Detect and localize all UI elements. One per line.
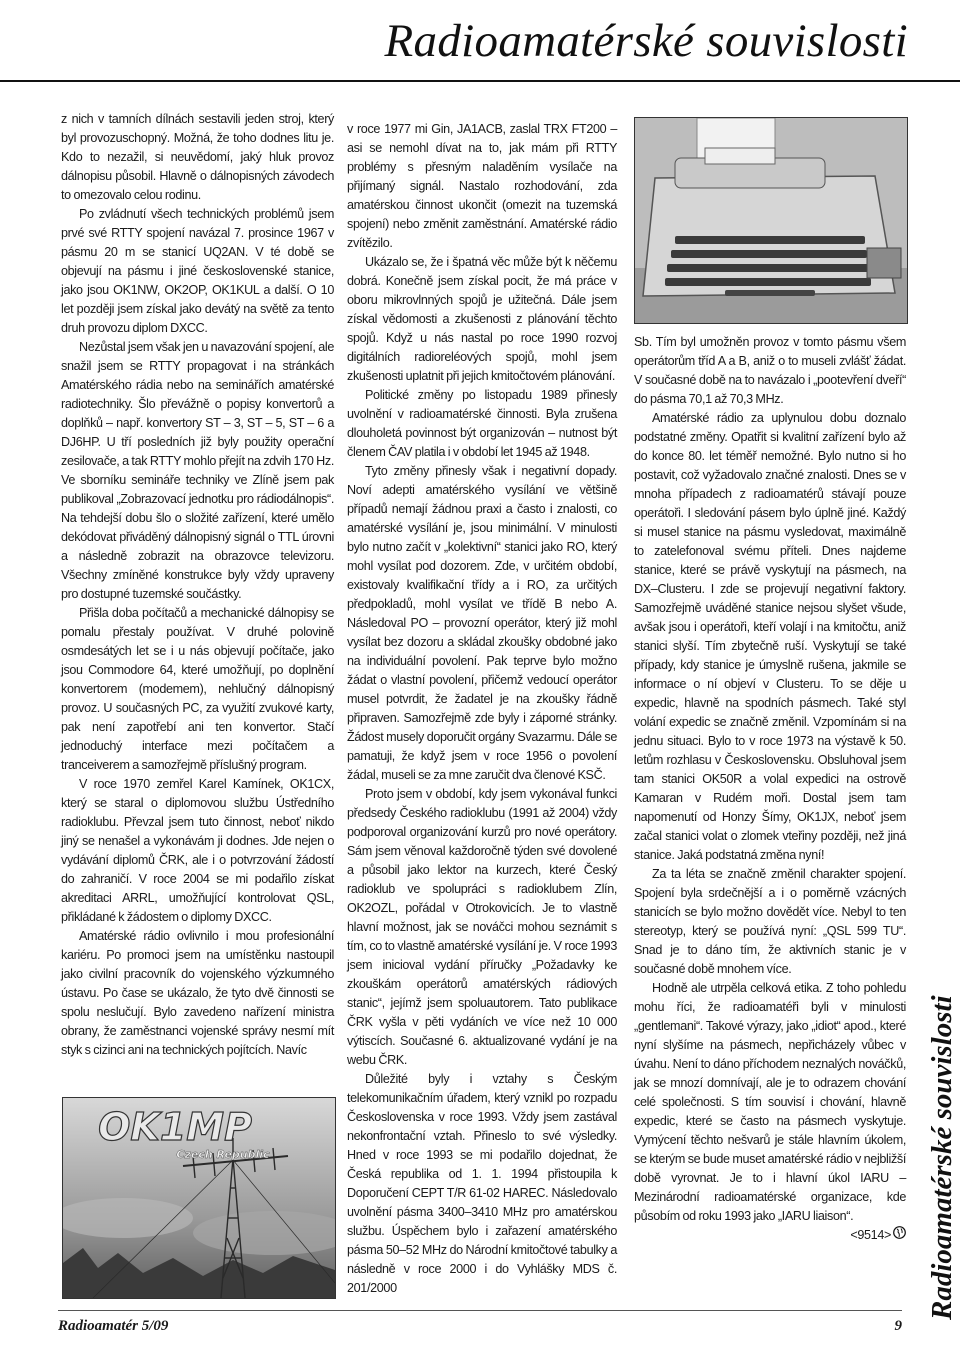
magazine-issue: Radioamatér 5/09 (58, 1318, 169, 1334)
paragraph: Proto jsem v období, kdy jsem vykonával funkci předsedy Českého radioklubu (1991 až 2004) vždy podporoval organizování kurzů pro nové operátory. Sám jsem věnoval každoročně týden své dovolené a působil jako lektor na kurzech, které Český radioklub ve spolupráci s radioklubem Zlín, OK2OZL, pořádal v Otrokovicích. Je to vlastně hlavní možnost, jak se nováčci mohou seznámit s tím, co to vlastně amatérské vysílání je. V roce 1993 jsem inicioval vydání příručky „Požadavky ke zkouškám operátorů amatérských rádiových stanic“, jejímž jsem spoluautorem. Tato publikace ČRK vyšla v pěti vydáních ve více než 10 000 výtiscích. Současné 6. aktualizované vydání je na webu ČRK. (347, 787, 617, 1067)
signature-code: <9514> (850, 1228, 891, 1242)
article-column-1 (61, 110, 334, 1060)
paragraph: Za ta léta se značně změnil charakter spojení. Spojení byla srdečnější a i o poměrně vzácných stanicích se bylo možno dovědět více. Nebyl to ten stereotyp, který se používá nyní: „QSL 599 TU“. Snad je to dáno tím, že aktivních stanic je v současné době mnohem více. (634, 867, 906, 976)
page-header-title: Radioamatérské souvislosti (384, 15, 908, 67)
paragraph: Sb. Tím byl umožněn provoz v tomto pásmu všem operátorům tříd A a B, aniž o to museli zvlášť žádat. V současné době na to navázalo i „pootevření dveří“ do pásma 70,1 až 70,3 MHz. (634, 335, 906, 406)
paragraph: v roce 1977 mi Gin, JA1ACB, zaslal TRX FT200 – asi se nemohl dívat na to, jak mám při RTTY problémy s přesným naladěním vysílače na přijímaný signál. Nastalo rozhodování, zda amatérskou činnost ukončit (omezit na tuzemská spojení) nebo změnit zaměstnání. Amatérské rádio zvítězilo. (347, 122, 617, 250)
side-section-title: Radioamatérské souvislosti (926, 995, 958, 1320)
paragraph: Amatérské rádio za uplynulou dobu doznalo podstatné změny. Opatřit si kvalitní zařízení bylo až do konce 80. let téměř nemožné. Bylo nutno si ho postavit, což vyžadovalo značné znalosti. Dnes se v mnoha případech z radioamatérů stávají pouze operátoři. I sledování pásem bylo úplně jiné. Každý si musel stanice na pásmu vysledovat, maximálně to zatelefonoval svému příteli. Dnes najdeme stanice, které se právě vyskytují na pásmech, na DX–Clusteru. I zde se projevují negativní faktory. Samozřejmě uváděné stanice nejsou slyšet všude, avšak jsou i operátoři, kteří volají i na kmitočtu, aniž stanici slyší. Tím zbytečně ruší. Vyskytují se také případy, kdy stanice je úmyslně rušena, jakmile se informace o ní objeví v Clusteru. To se děje u expedic, hlavně na spodních pásmech. Také styl volání expedic se značně změnil. Vzpomínám si na jednu situaci. Bylo to v roce 1973 na výstavě k 50. letům rozhlasu v Československu. Obsluhoval jsem tam stanici OK50R a volal expedici na ostrově Kamaran v Rudém moři. Dostal jsem tam napomenutí od Honzy Šímy, OK1JX, neboť jsem začal stanici volat o zlomek vteřiny později, než jiná stanice. Jaká podstatná změna nyní! (634, 411, 906, 862)
ok1mp-antenna-photo (62, 1097, 336, 1299)
globe-icon (893, 1226, 906, 1245)
paragraph: Přišla doba počítačů a mechanické dálnopisy se pomalu přestaly používat. V druhé polovině osmdesátých let se i u nás objevují počítače, jako jsou Commodore 64, které umožňují, po doplnění konvertorem (modemem), nehlučný dálnopisný provoz. U současných PC, za využití zvukové karty, pak není zapotřebí ani ten konvertor. Stačí jednoduchý interface mezi počítačem a tranceiverem a samozřejmě příslušný program. (61, 606, 334, 772)
paragraph: Tyto změny přinesly však i negativní dopady. Noví adepti amatérského vysílání ve většině případů nemají žádnou praxi a často i znalosti, co amatérské vysílání je, jsou minimální. V minulosti bylo nutno začít v „kolektivní“ stanici jako RO, který mohl vysílat pod dozorem. Zde, v určitém období, existovaly kvalifikační třídy a i RO, za určitých předpokladů, mohl vysílat ve třídě B nebo A. Následoval PO – provozní operátor, který již mohl vysílat bez dozoru a skládal zkoušky obdobné jako na individuální povolení. Pak teprve bylo možno žádat o vlastní povolení, přičemž vedoucí operátor musel potvrdit, že žadatel je na zkoušky řádně připraven. Samozřejmě zde byly i záporné stránky. Žádost musely doporučit orgány Svazarmu. Dále se pamatuji, že když jsem v roce 1956 o povolení žádal, museli se za mne zaručit dva členové KSČ. (347, 464, 617, 782)
paragraph: Hodně ale utrpěla celková etika. Z toho pohledu mohu říci, že radioamatéři byli v minulosti „gentlemani“. Takové výrazy, jako „idiot“ apod., které nyní slyšíme na pásmech, nepřicházely vůbec v úvahu. Není to dáno příchodem neznalých nováčků, jak se mnozí domnívají, ale je to odrazem chování celé společnosti. S tím souvisí i chování, hlavně expedic, které se často na pásmech vyskytuje. Vymýcení těchto nešvarů je stále hlavním úkolem, se kterým se bude muset amatérské rádio v nejbližší době vyrovnat. Je to i hlavní úkol IARU – Mezinárodní radioamatérské organizace, kde působím od roku 1993 jako „IARU liaison“. (634, 981, 906, 1223)
paragraph: Ukázalo se, že i špatná věc může být k něčemu dobrá. Konečně jsem získal pocit, že má práce v oboru mikrovlnných spojů je užitečná. Dále jsem získal vědomosti a zkušenosti z plánování těchto spojů. Když u nás nastal po roce 1990 rozvoj digitálních radioreléových spojů, mohl jsem zkušenosti uplatnit při jejich kmitočtovém plánování. (347, 255, 617, 383)
ok1mp-logo-text: OK1MP (98, 1105, 252, 1149)
teleprinter-photo (634, 117, 908, 324)
ok1mp-logo-subtext: Czech Republic (176, 1148, 270, 1161)
page-number: 9 (894, 1318, 902, 1334)
footer-rule (58, 1310, 902, 1311)
paragraph: Amatérské rádio ovlivnilo i mou profesionální kariéru. Po promoci jsem na umístěnku nastoupil jako civilní pracovník do vojenského výzkumného ústavu. Po čase se ukázalo, že tyto dvě činnosti se spolu neslučují. Bylo zavedeno nařízení ministra obrany, že zaměstnanci vojenské správy nesmí mít styk s cizinci ani na technických pojítcích. Navíc (61, 929, 334, 1057)
article-column-3 (634, 333, 906, 1245)
paragraph: Po zvládnutí všech technických problémů jsem prvé své RTTY spojení navázal 7. prosince 1967 v pásmu 20 m se stanicí UQ2AN. V té době se objevují na pásmu i jiné československé stanice, jako jsou OK1NW, OK2OP, OK1KUL a další. O 10 let později jsem získal jako devátý na světě za tento druh provozu diplom DXCC. (61, 207, 334, 335)
header-rule (0, 80, 960, 82)
paragraph: Nezůstal jsem však jen u navazování spojení, ale snažil jsem se RTTY propagovat i na stránkách Amatérského rádia nebo na seminářích amatérské radiotechniky. Šlo převážně o popisy konvertorů a doplňků – např. konvertory ST – 3, ST – 5, ST – 6 a DJ6HP. U tří posledních již byly použity operační zesilovače, a tak RTTY mohlo přejít na zdvih 170 Hz. Ve sborníku semináře techniky ve Zlíně jsem pak publikoval „Zobrazovací jednotku pro rádiodálnopis“. Na tehdejší dobu šlo o složité zařízení, které umělo dekódovat přiváděný dálnopisný signál o TTL úrovni a následně zobrazit na obrazovce televizoru. Všechny zmíněné konstrukce byly vždy upraveny pro dostupné tuzemské součástky. (61, 340, 334, 601)
paragraph: z nich v tamních dílnách sestavili jeden stroj, který byl provozuschopný. Možná, že toho dodnes litu je. Kdo to nezažil, si neuvědomí, jaký hluk provoz dálnopisu působil. Hlavně o dálnopisných závodech to omezovalo celou rodinu. (61, 112, 334, 202)
antenna-tower-illustration (63, 1098, 335, 1298)
paragraph: Politické změny po listopadu 1989 přinesly uvolnění v radioamatérské činnosti. Byla zrušena dlouholetá povinnost být organizován – nutnost být členem ČAV platila i v období let 1945 až 1948. (347, 388, 617, 459)
article-signature (634, 1226, 906, 1245)
paragraph: V roce 1970 zemřel Karel Kamínek, OK1CX, který se staral o diplomovou službu Ústředního radioklubu. Převzal jsem tuto činnost, neboť nikdo jiný se nenašel a vykonávám ji dodnes. Jde nejen o vydávání diplomů ČRK, ale i o potvrzování žádostí do zahraničí. V roce 2004 se mi podařilo získat akreditaci ARRL, umožňující kontrolovat QSL, přikládané k žádostem o diplomy DXCC. (61, 777, 334, 924)
article-column-2 (347, 120, 617, 1298)
teleprinter-illustration (635, 118, 907, 323)
paragraph: Důležité byly i vztahy s Českým telekomunikačním úřadem, který vznikl po rozpadu Československa v roce 1993. Vždy jsem zastával nekonfrontační vztah. Přineslo to své výsledky. Hned v roce 1993 se mi podařilo dojednat, že Česká republika od 1. 1. 1994 přistoupila k Doporučení CEPT T/R 61-02 HAREC. Následovalo uvolnění pásma 3400–3410 MHz pro amatérskou službu. Úspěchem bylo i zařazení amatérského pásma 50–52 MHz do Národní kmitočtové tabulky a následně v roce 2000 i do Vyhlášky MDS č. 201/2000 (347, 1072, 617, 1295)
